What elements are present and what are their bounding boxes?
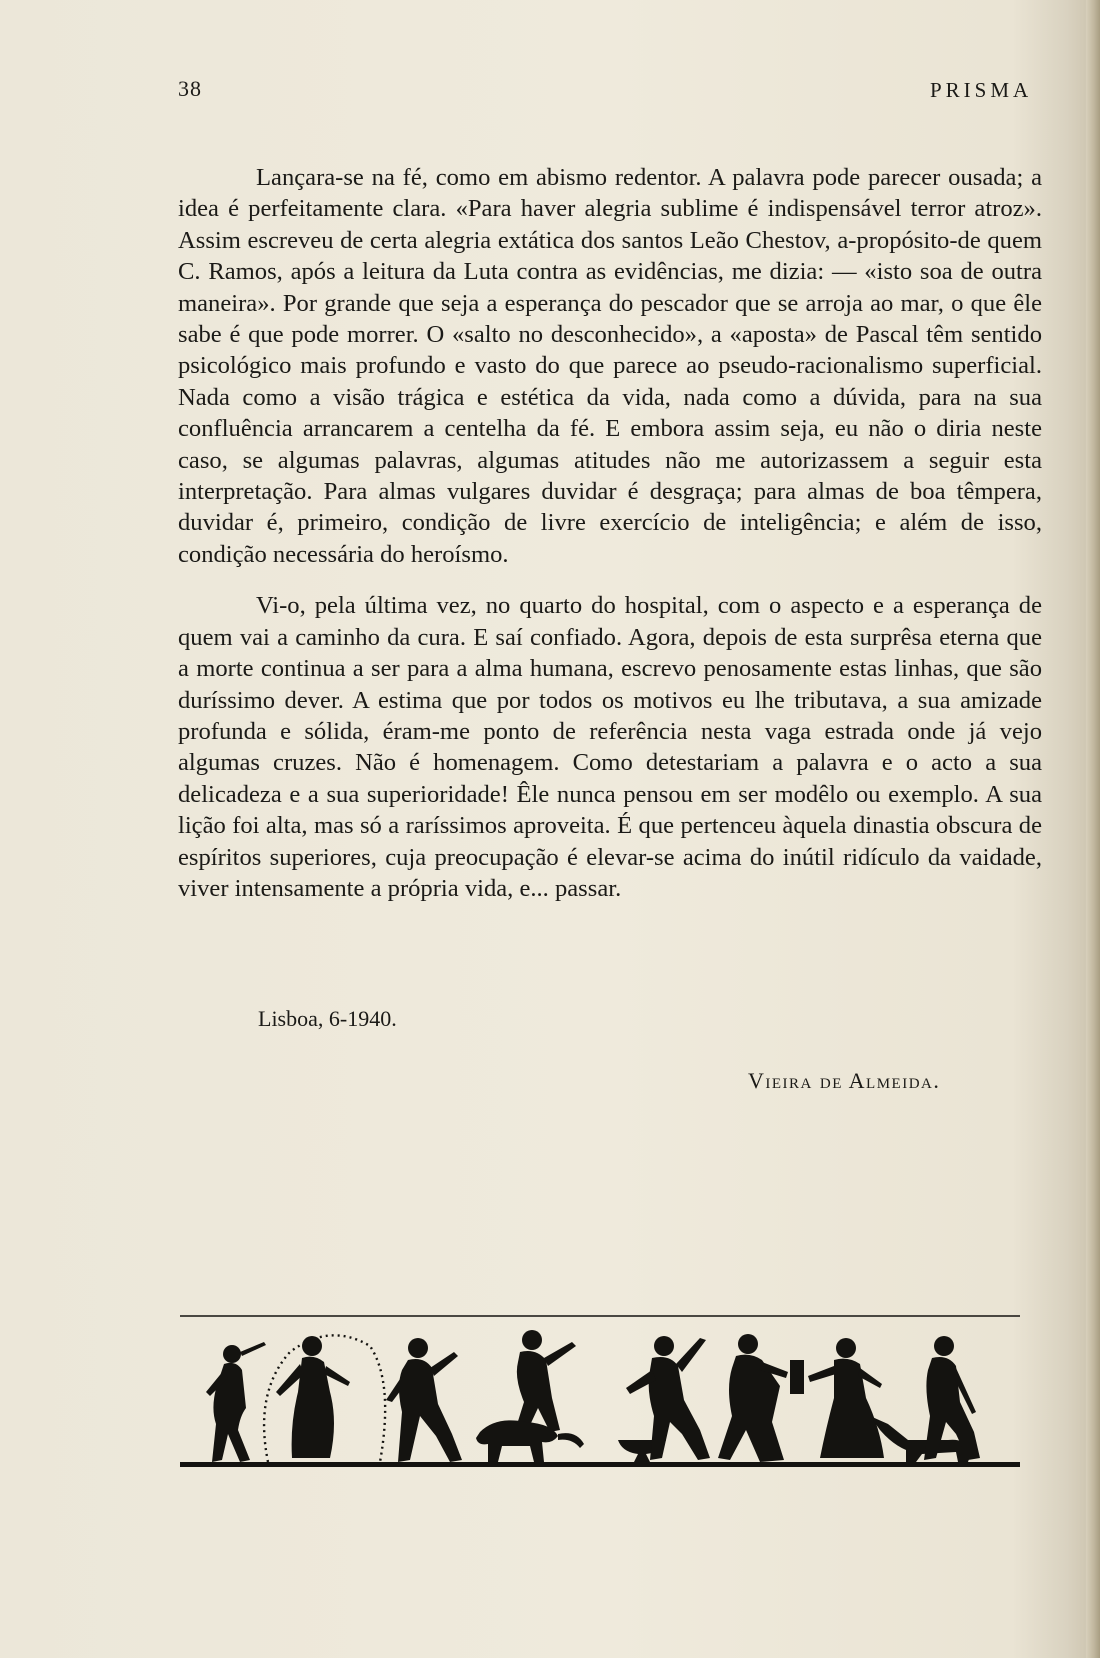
paragraph-1: Lançara-se na fé, como em abismo redentor. A palavra pode parecer ousada; a idea é perfeitamente clara. «Para haver alegria sublime é indispensável terror atroz». Assim escreveu de certa alegria extática dos santos Leão Chestov, a-propósito-de quem C. Ramos, após a leitura da Luta contra as evidências, me dizia: — «isto soa de outra maneira». Por grande que seja a esperança do pescador que se arroja ao mar, o que êle sabe é que pode morrer. O «salto no desconhecido», a «aposta» de Pascal têm sentido psicológico mais profundo e vasto do que parece ao pseudo-racionalismo superficial. Nada como a visão trágica e estética da vida, nada como a dúvida, para na sua confluência arrancarem a centelha da fé. E embora assim seja, eu não o diria neste caso, se algumas palavras, algumas atitudes não me autorizassem a seguir esta interpretação. Para almas vulgares duvidar é desgraça; para almas de boa têmpera, duvidar é, primeiro, condição de livre exercício de inteligência; e além de isso, condição necessária do heroísmo. xyxy=(178,164,1042,568)
page-number: 38 xyxy=(178,76,202,101)
greek-frieze-illustration xyxy=(180,1312,1020,1474)
running-head: PRISMA xyxy=(930,78,1033,102)
dateline: Lisboa, 6-1940. xyxy=(258,1006,397,1031)
panther xyxy=(476,1420,584,1462)
figure-maenad-dotted xyxy=(276,1336,350,1458)
article-body xyxy=(178,162,1042,904)
paragraph-2: Vi-o, pela última vez, no quarto do hospital, com o aspecto e a esperança de quem vai a caminho da cura. E saí confiado. Agora, depois de esta surprêsa eterna que a morte continua a ser para a alma humana, escrevo penosamente estas linhas, que são duríssimo dever. A estima que por todos os motivos eu lhe tributava, a sua amizade profunda e sólida, éram-me ponto de referência nesta vaga estrada onde já vejo algumas cruzes. Não é homenagem. Como detestariam a palavra e o acto a sua delicadeza e a sua superioridade! Êle nunca pensou em ser modêlo ou exemplo. A sua lição foi alta, mas só a raríssimos aproveita. É que pertenceu àquela dinastia obscura de espíritos superiores, cuja preocupação é elevar-se acima do inútil ridículo da vaidade, viver intensamente a própria vida, e... passar. xyxy=(178,592,1042,902)
figure-satyr-1 xyxy=(386,1338,462,1462)
book-spine xyxy=(1086,0,1100,1658)
figure-flute-player xyxy=(206,1342,266,1462)
author-signature: Vieira de Almeida. xyxy=(748,1068,941,1093)
figure-maenad-3 xyxy=(808,1338,884,1458)
figure-maenad-2 xyxy=(718,1334,804,1462)
